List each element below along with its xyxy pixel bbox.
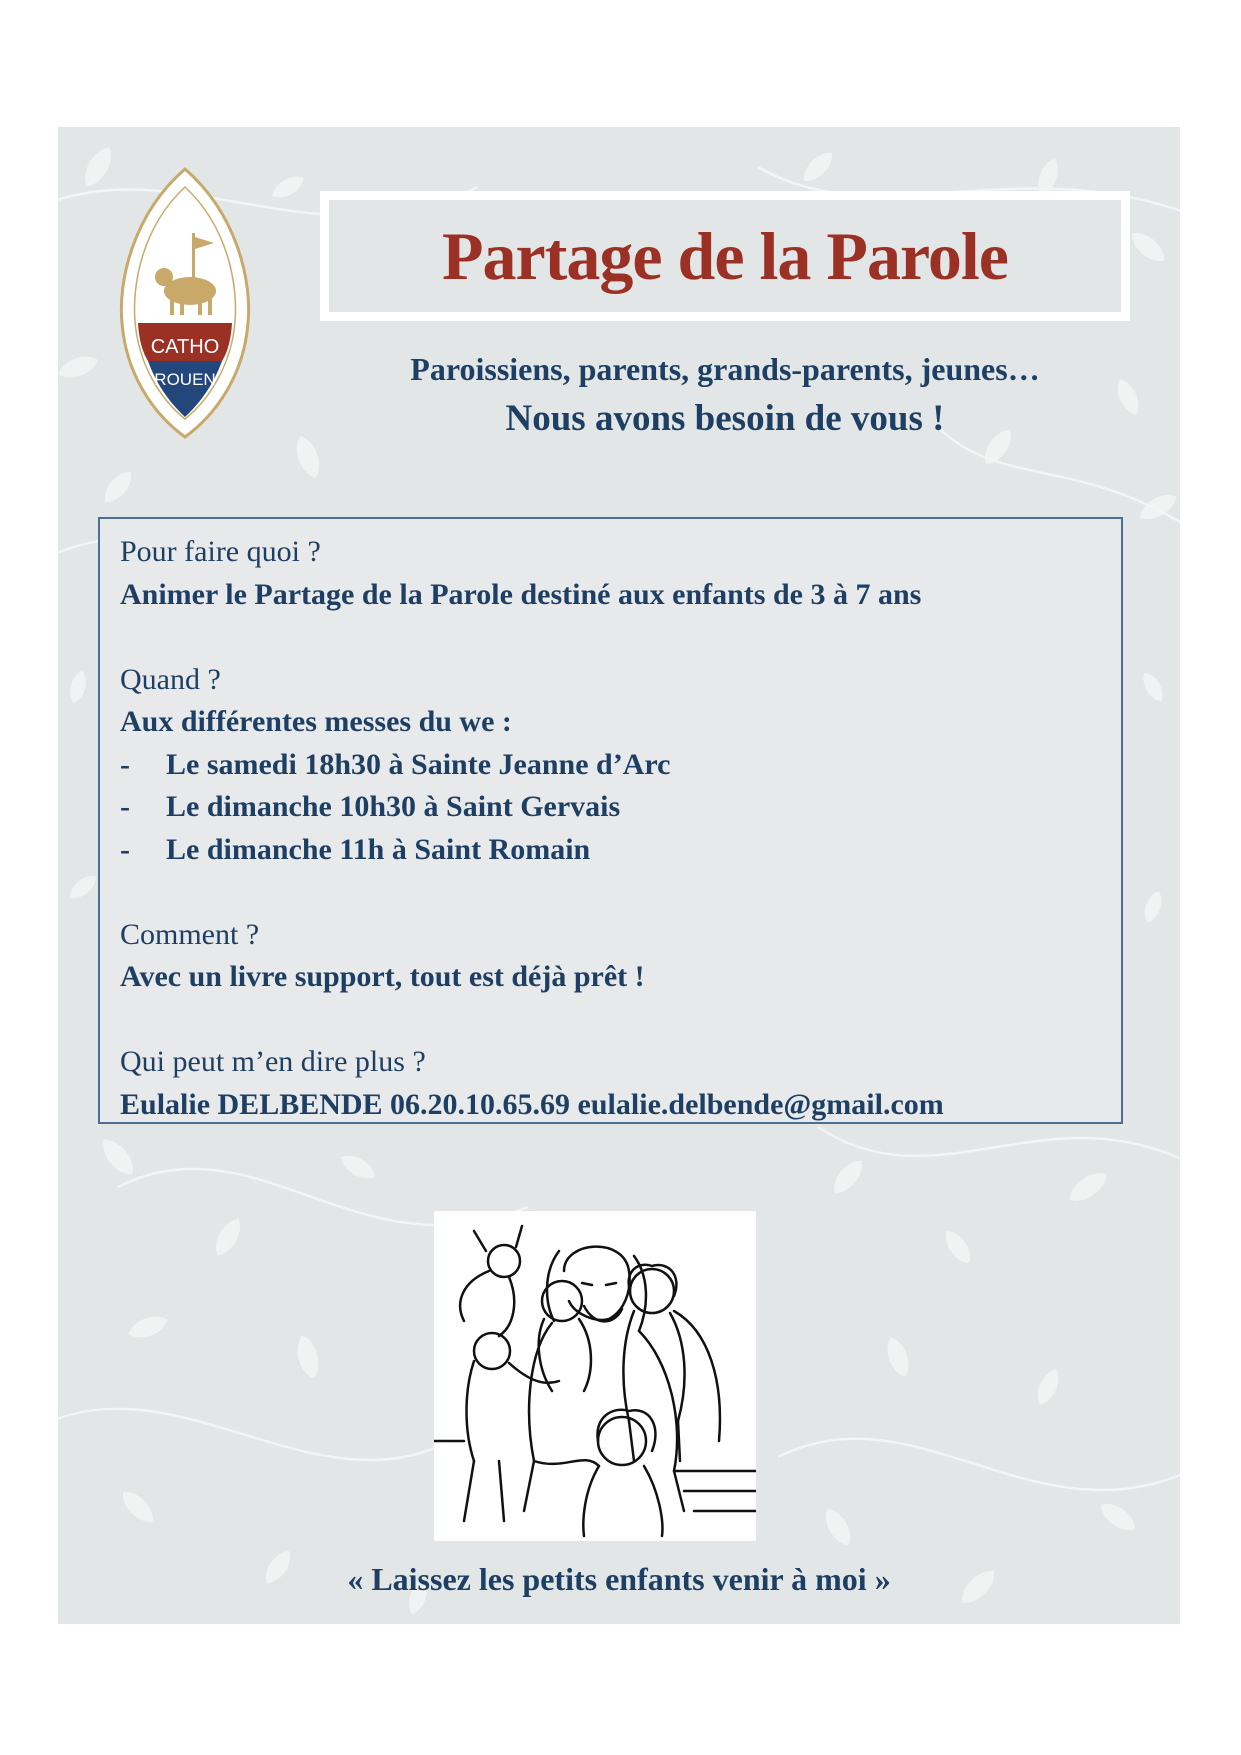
list-item [120, 829, 1121, 872]
subtitle-audience: Paroissiens, parents, grands-parents, jeunes… [410, 351, 1040, 387]
list-item [120, 786, 1121, 829]
mass-time: Le dimanche 10h30 à Saint Gervais [166, 790, 621, 823]
illustration-frame [434, 1211, 756, 1541]
catho-rouen-logo [110, 163, 260, 443]
info-box [98, 517, 1123, 1124]
list-dash: - [120, 832, 130, 866]
list-dash: - [120, 790, 130, 823]
question-when: Quand ? [120, 662, 221, 696]
subtitle-call: Nous avons besoin de vous ! [505, 398, 945, 439]
list-item [120, 744, 1121, 787]
jesus-children-illustration [434, 1211, 756, 1541]
title-frame [320, 191, 1130, 321]
svg-text:ROUEN: ROUEN [154, 370, 216, 389]
answer-how: Avec un livre support, tout est déjà prêt ! [120, 960, 645, 993]
poster [58, 127, 1180, 1624]
question-contact: Qui peut m’en dire plus ? [120, 1045, 426, 1078]
question-how: Comment ? [120, 917, 260, 951]
bible-quote: « Laissez les petits enfants venir à moi » [347, 1561, 891, 1597]
answer-what: Animer le Partage de la Parole destiné aux enfants de 3 à 7 ans [120, 577, 922, 611]
list-dash: - [120, 747, 130, 781]
mass-time: Le samedi 18h30 à Sainte Jeanne d’Arc [166, 747, 671, 781]
contact-details: Eulalie DELBENDE 06.20.10.65.69 eulalie.delbende@gmail.com [120, 1087, 944, 1121]
mass-time: Le dimanche 11h à Saint Romain [166, 832, 591, 866]
svg-text:CATHO: CATHO [150, 336, 220, 358]
answer-when: Aux différentes messes du we : [120, 705, 512, 738]
poster-title: Partage de la Parole [441, 217, 1008, 294]
question-what: Pour faire quoi ? [120, 535, 321, 568]
